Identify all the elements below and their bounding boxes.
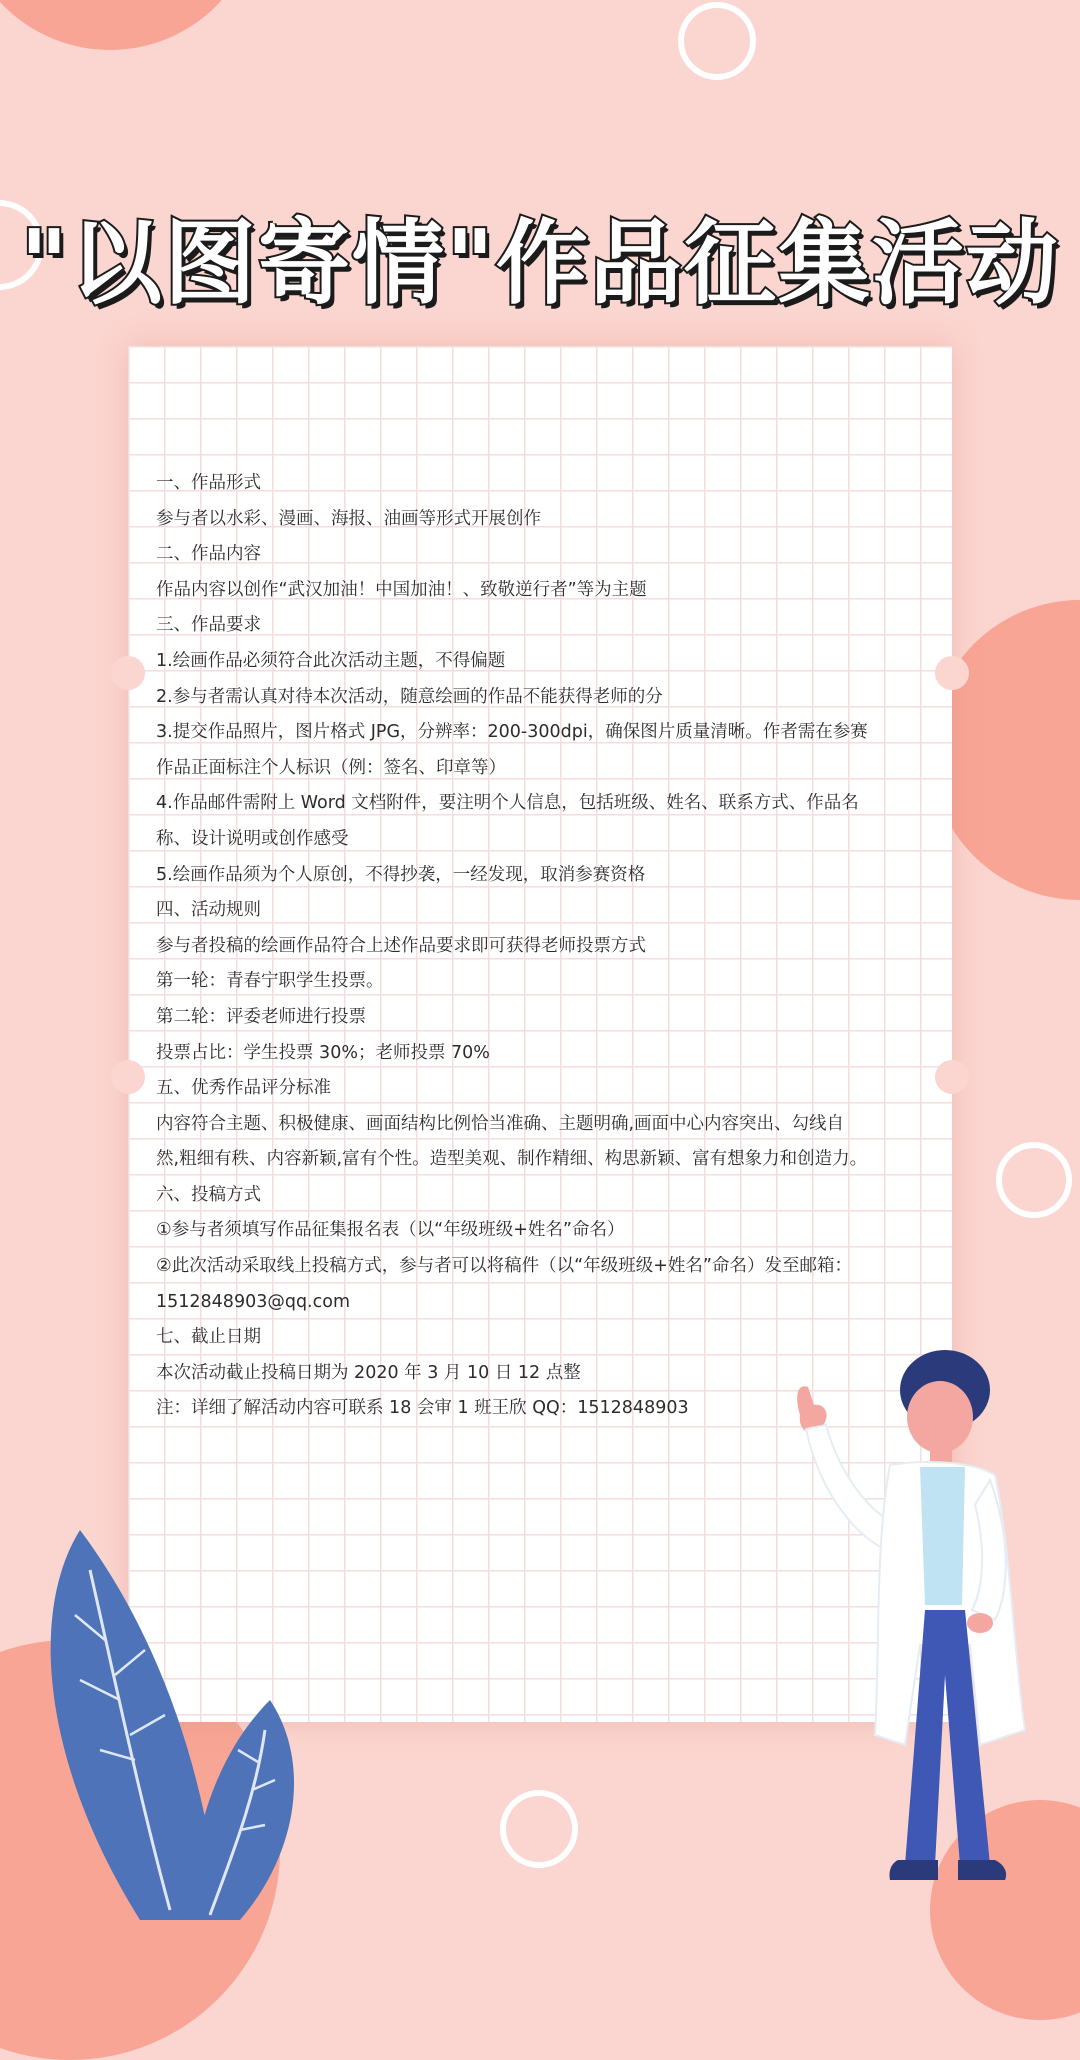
doctor-character-illustration — [780, 1345, 1040, 1910]
text-line: 第二轮：评委老师进行投票 — [156, 1006, 366, 1027]
text-line: ②此次活动采取线上投稿方式，参与者可以将稿件（以“年级班级+姓名”命名）发至邮箱： — [156, 1256, 852, 1277]
top-left-blob — [0, 0, 260, 50]
text-line: 然,粗细有秩、内容新颖,富有个性。造型美观、制作精细、构思新颖、富有想象力和创造力。 — [156, 1149, 868, 1170]
text-line: 作品内容以创作“武汉加油！中国加油！、致敬逆行者”等为主题 — [156, 579, 647, 600]
bottom-ring-decoration — [500, 1790, 578, 1868]
text-line: 称、设计说明或创作感受 — [156, 828, 349, 849]
top-ring-decoration — [678, 2, 756, 80]
text-line: 5.绘画作品须为个人原创，不得抄袭，一经发现，取消参赛资格 — [156, 864, 646, 885]
text-line: 参与者投稿的绘画作品符合上述作品要求即可获得老师投票方式 — [156, 935, 646, 956]
text-line: 第一轮：青春宁职学生投票。 — [156, 971, 384, 992]
text-line: 4.作品邮件需附上 Word 文档附件，要注明个人信息，包括班级、姓名、联系方式、作品名 — [156, 793, 859, 814]
text-line: 四、活动规则 — [156, 900, 261, 921]
page-title: "以图寄情"作品征集活动 — [20, 210, 1060, 317]
text-line: 作品正面标注个人标识（例：签名、印章等） — [156, 757, 506, 778]
text-line: 三、作品要求 — [156, 615, 261, 636]
text-line: 本次活动截止投稿日期为 2020 年 3 月 10 日 12 点整 — [156, 1362, 581, 1383]
text-line: 2.参与者需认真对待本次活动，随意绘画的作品不能获得老师的分 — [156, 686, 663, 707]
text-line: 参与者以水彩、漫画、海报、油画等形式开展创作 — [156, 508, 541, 529]
paper-notch — [111, 656, 145, 690]
text-line: 3.提交作品照片，图片格式 JPG，分辨率：200-300dpi，确保图片质量清晰。作者需在参赛 — [156, 722, 868, 743]
text-line: 1.绘画作品必须符合此次活动主题，不得偏题 — [156, 650, 506, 671]
right-ring-decoration — [996, 1142, 1072, 1218]
text-line: 一、作品形式 — [156, 473, 261, 493]
leaf-plant-illustration — [20, 1500, 320, 1920]
text-line: 六、投稿方式 — [156, 1184, 261, 1205]
text-line: 五、优秀作品评分标准 — [156, 1078, 331, 1099]
text-line: 二、作品内容 — [156, 544, 261, 565]
text-line: 内容符合主题、积极健康、画面结构比例恰当准确、主题明确,画面中心内容突出、勾线自 — [156, 1113, 845, 1134]
text-line: ①参与者须填写作品征集报名表（以“年级班级+姓名”命名） — [156, 1220, 625, 1241]
announcement-text — [156, 466, 956, 1427]
text-line: 注：详细了解活动内容可联系 18 会审 1 班王欣 QQ：1512848903 — [156, 1398, 689, 1419]
text-line: 投票占比：学生投票 30%；老师投票 70% — [156, 1042, 490, 1063]
text-line: 七、截止日期 — [156, 1327, 261, 1348]
text-line: 1512848903@qq.com — [156, 1291, 350, 1312]
paper-notch — [111, 1060, 145, 1094]
